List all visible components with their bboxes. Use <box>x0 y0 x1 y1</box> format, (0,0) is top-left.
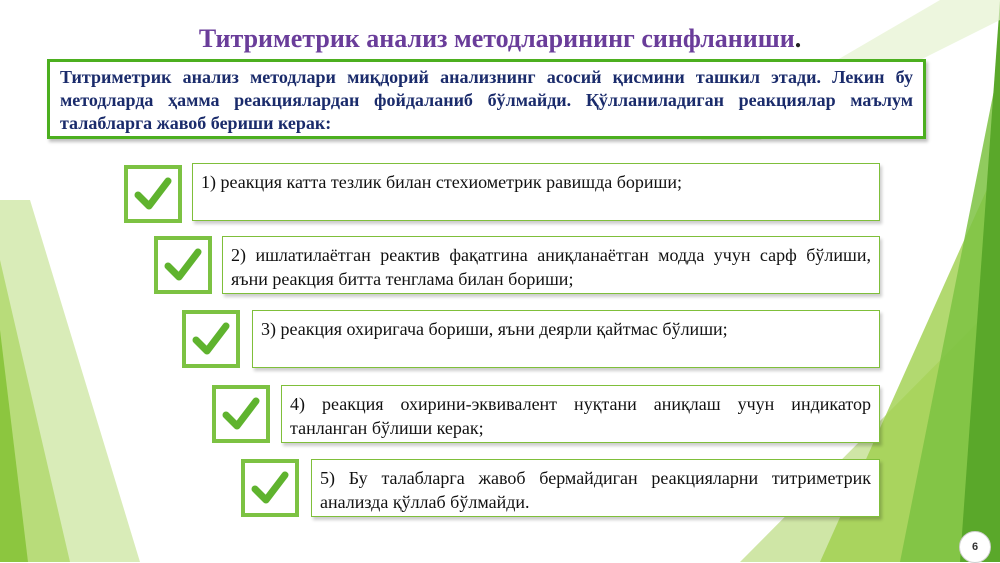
checkmark-icon <box>212 385 270 443</box>
intro-text-box: Титриметрик анализ методлари миқдорий анализнинг асосий қисмини ташкил этади. Лекин бу методларда ҳамма реакциялардан фойдаланиб бўлмайди. Қўлланиладиган реакциялар маълум талабларга жавоб бериши керак: <box>47 59 926 139</box>
checkmark-icon <box>154 236 212 294</box>
page-number: 6 <box>959 531 991 563</box>
requirement-item-3: 3) реакция охиригача бориши, яъни деярли қайтмас бўлиши; <box>252 310 880 368</box>
checkmark-icon <box>241 459 299 517</box>
requirement-item-2: 2) ишлатилаётган реактив фақатгина аниқланаётган модда учун сарф бўлиши, яъни реакция битта тенглама билан бориши; <box>222 236 880 294</box>
slide-title: Титриметрик анализ методларининг синфланиши. <box>198 24 802 53</box>
requirement-item-4: 4) реакция охирини-эквивалент нуқтани аниқлаш учун индикатор танланган бўлиши керак; <box>281 385 880 443</box>
checkmark-icon <box>182 310 240 368</box>
requirement-item-5: 5) Бу талабларга жавоб бермайдиган реакцияларни титриметрик анализда қўллаб бўлмайди. <box>311 459 880 517</box>
requirement-item-1: 1) реакция катта тезлик билан стехиометрик равишда бориши; <box>192 163 880 221</box>
checkmark-icon <box>124 165 182 223</box>
